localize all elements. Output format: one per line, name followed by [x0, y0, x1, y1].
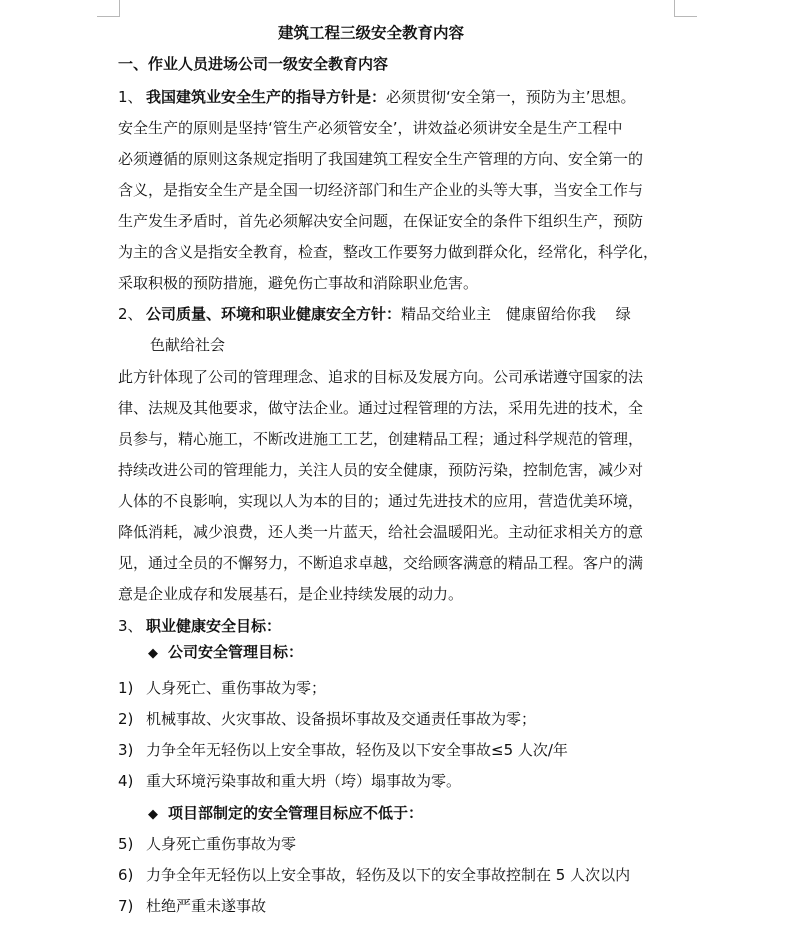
item-text-continuation: 色献给社会 — [150, 336, 226, 354]
paragraph-line: 必须遵循的原则这条规定指明了我国建筑工程安全生产管理的方向、安全第一的 — [118, 150, 644, 168]
item-label: 我国建筑业安全生产的指导方针是： — [146, 88, 387, 106]
list-number: 3) — [118, 741, 134, 759]
list-text: 人身死亡、重伤事故为零； — [146, 679, 327, 697]
document-title: 建筑工程三级安全教育内容 — [278, 24, 465, 42]
crop-mark-top-left — [97, 0, 120, 17]
bullet-text: 公司安全管理目标： — [168, 643, 304, 661]
paragraph-line: 律、法规及其他要求，做守法企业。通过过程管理的方法，采用先进的技术，全 — [118, 399, 644, 417]
paragraph-line: 员参与，精心施工，不断改进施工工艺，创建精品工程；通过科学规范的管理， — [118, 430, 644, 448]
list-item — [118, 895, 266, 917]
diamond-bullet-icon: ◆ — [148, 807, 158, 822]
paragraph-line: 采取积极的预防措施，避免伤亡事故和消除职业危害。 — [118, 274, 479, 292]
item-3 — [118, 615, 281, 637]
list-number: 1) — [118, 679, 134, 697]
item-number: 3、 — [118, 617, 143, 635]
list-number: 7) — [118, 897, 134, 915]
item-2 — [118, 303, 631, 325]
list-text: 杜绝严重未遂事故 — [146, 897, 267, 915]
paragraph-line: 为主的含义是指安全教育，检查，整改工作要努力做到群众化，经常化，科学化， — [118, 243, 659, 261]
diamond-bullet-icon: ◆ — [148, 646, 158, 661]
bullet-heading-company — [148, 641, 303, 665]
list-item — [118, 677, 326, 699]
paragraph-line: 人体的不良影响，实现以人为本的目的；通过先进技术的应用，营造优美环境， — [118, 492, 644, 510]
list-item — [118, 864, 630, 886]
list-number: 6) — [118, 866, 134, 884]
paragraph-line: 生产发生矛盾时，首先必须解决安全问题，在保证安全的条件下组织生产，预防 — [118, 212, 644, 230]
item-label: 公司质量、环境和职业健康安全方针： — [146, 305, 402, 323]
list-number: 5) — [118, 835, 134, 853]
section-heading: 一、作业人员进场公司一级安全教育内容 — [118, 55, 389, 73]
item-number: 2、 — [118, 305, 143, 323]
list-text: 力争全年无轻伤以上安全事故，轻伤及以下的安全事故控制在 5 人次以内 — [146, 866, 631, 884]
list-number: 4) — [118, 772, 134, 790]
bullet-heading-project — [148, 802, 423, 826]
crop-mark-top-right — [674, 0, 697, 17]
list-text: 力争全年无轻伤以上安全事故，轻伤及以下安全事故≤5 人次/年 — [146, 741, 568, 759]
list-item — [118, 770, 461, 792]
list-item — [118, 833, 296, 855]
paragraph-line: 含义，是指安全生产是全国一切经济部门和生产企业的头等大事，当安全工作与 — [118, 181, 644, 199]
list-item — [118, 708, 536, 730]
item-label: 职业健康安全目标： — [146, 617, 282, 635]
list-text: 人身死亡重伤事故为零 — [146, 835, 297, 853]
item-number: 1、 — [118, 88, 143, 106]
list-item — [118, 739, 568, 761]
list-number: 2) — [118, 710, 134, 728]
paragraph-line: 此方针体现了公司的管理理念、追求的目标及发展方向。公司承诺遵守国家的法 — [118, 368, 644, 386]
paragraph-line: 降低消耗，减少浪费，还人类一片蓝天，给社会温暖阳光。主动征求相关方的意 — [118, 523, 644, 541]
paragraph-line: 见，通过全员的不懈努力，不断追求卓越，交给顾客满意的精品工程。客户的满 — [118, 554, 644, 572]
list-text: 重大环境污染事故和重大坍（垮）塌事故为零。 — [146, 772, 462, 790]
list-text: 机械事故、火灾事故、设备损坏事故及交通责任事故为零； — [146, 710, 537, 728]
paragraph-line: 持续改进公司的管理能力，关注人员的安全健康，预防污染，控制危害，减少对 — [118, 461, 644, 479]
bullet-text: 项目部制定的安全管理目标应不低于： — [168, 804, 424, 822]
paragraph-line: 安全生产的原则是坚持‘管生产必须管安全’，讲效益必须讲安全是生产工程中 — [118, 119, 623, 137]
item-text: 必须贯彻‘安全第一，预防为主’思想。 — [386, 88, 636, 106]
item-text: 精品交给业主 健康留给你我 绿 — [401, 305, 631, 323]
paragraph-line: 意是企业成存和发展基石，是企业持续发展的动力。 — [118, 585, 464, 603]
item-1 — [118, 86, 636, 108]
